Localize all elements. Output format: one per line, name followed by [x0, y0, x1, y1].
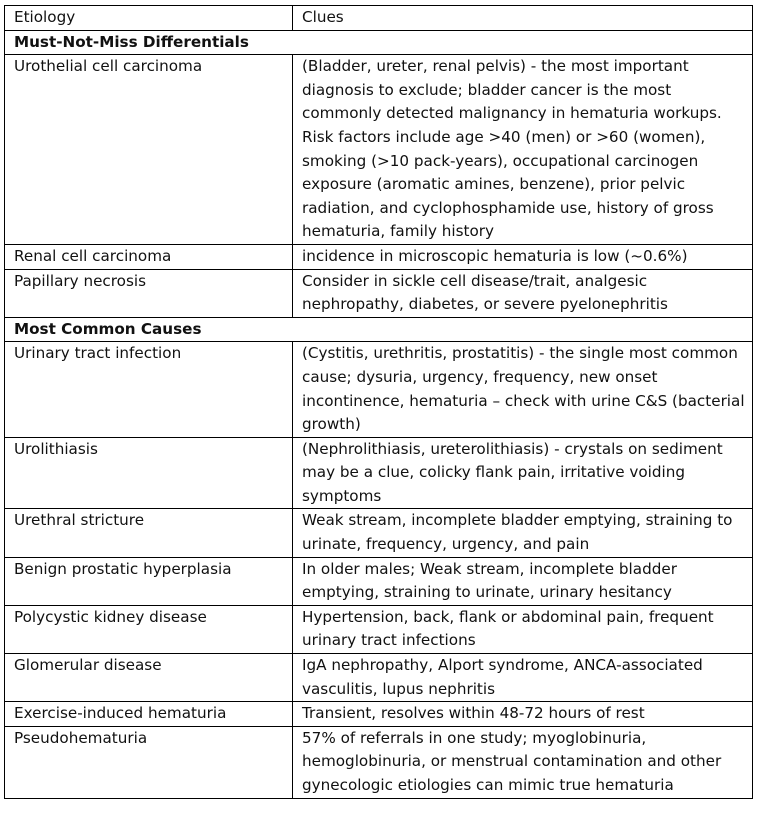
etiology-cell: Glomerular disease: [5, 654, 293, 702]
etiology-cell: Renal cell carcinoma: [5, 244, 293, 269]
table-row: [5, 244, 753, 269]
table-row: [5, 605, 753, 653]
etiology-cell: Urothelial cell carcinoma: [5, 55, 293, 245]
section-row: [5, 30, 753, 55]
table-row: [5, 509, 753, 557]
etiology-cell: Pseudohematuria: [5, 726, 293, 798]
table-row: [5, 437, 753, 509]
etiology-cell: Exercise-induced hematuria: [5, 702, 293, 727]
table-row: [5, 55, 753, 245]
clues-cell: IgA nephropathy, Alport syndrome, ANCA-associated vasculitis, lupus nephritis: [293, 654, 753, 702]
table-row: [5, 654, 753, 702]
header-etiology: Etiology: [5, 6, 293, 31]
clues-cell: Hypertension, back, flank or abdominal pain, frequent urinary tract infections: [293, 605, 753, 653]
section-row: [5, 317, 753, 342]
clues-cell: In older males; Weak stream, incomplete bladder emptying, straining to urinate, urinary hesitancy: [293, 557, 753, 605]
clues-cell: 57% of referrals in one study; myoglobinuria, hemoglobinuria, or menstrual contamination and other gynecologic etiologies can mimic true hematuria: [293, 726, 753, 798]
etiology-cell: Urethral stricture: [5, 509, 293, 557]
clues-cell: (Nephrolithiasis, ureterolithiasis) - crystals on sediment may be a clue, colicky flank pain, irritative voiding symptoms: [293, 437, 753, 509]
table-header-row: [5, 6, 753, 31]
header-clues: Clues: [293, 6, 753, 31]
section-title-most-common: Most Common Causes: [5, 317, 753, 342]
section-title-must-not-miss: Must-Not-Miss Differentials: [5, 30, 753, 55]
clues-cell: Transient, resolves within 48-72 hours of rest: [293, 702, 753, 727]
table-row: [5, 342, 753, 437]
etiology-cell: Urolithiasis: [5, 437, 293, 509]
clues-cell: incidence in microscopic hematuria is low (~0.6%): [293, 244, 753, 269]
table-row: [5, 726, 753, 798]
etiology-cell: Benign prostatic hyperplasia: [5, 557, 293, 605]
etiology-cell: Papillary necrosis: [5, 269, 293, 317]
clues-cell: (Cystitis, urethritis, prostatitis) - the single most common cause; dysuria, urgency, frequency, new onset incontinence, hematuria – check with urine C&S (bacterial growth): [293, 342, 753, 437]
table-row: [5, 702, 753, 727]
clues-cell: Weak stream, incomplete bladder emptying, straining to urinate, frequency, urgency, and pain: [293, 509, 753, 557]
table-row: [5, 269, 753, 317]
clues-cell: (Bladder, ureter, renal pelvis) - the most important diagnosis to exclude; bladder cancer is the most commonly detected malignancy in hematuria workups. Risk factors include age >40 (men) or >60 (women), smoking (>10 pack-years), occupational carcinogen exposure (aromatic amines, benzene), prior pelvic radiation, and cyclophosphamide use, history of gross hematuria, family history: [293, 55, 753, 245]
table-row: [5, 557, 753, 605]
etiology-cell: Polycystic kidney disease: [5, 605, 293, 653]
etiology-cell: Urinary tract infection: [5, 342, 293, 437]
clues-cell: Consider in sickle cell disease/trait, analgesic nephropathy, diabetes, or severe pyelonephritis: [293, 269, 753, 317]
etiology-clues-table: [4, 5, 753, 799]
